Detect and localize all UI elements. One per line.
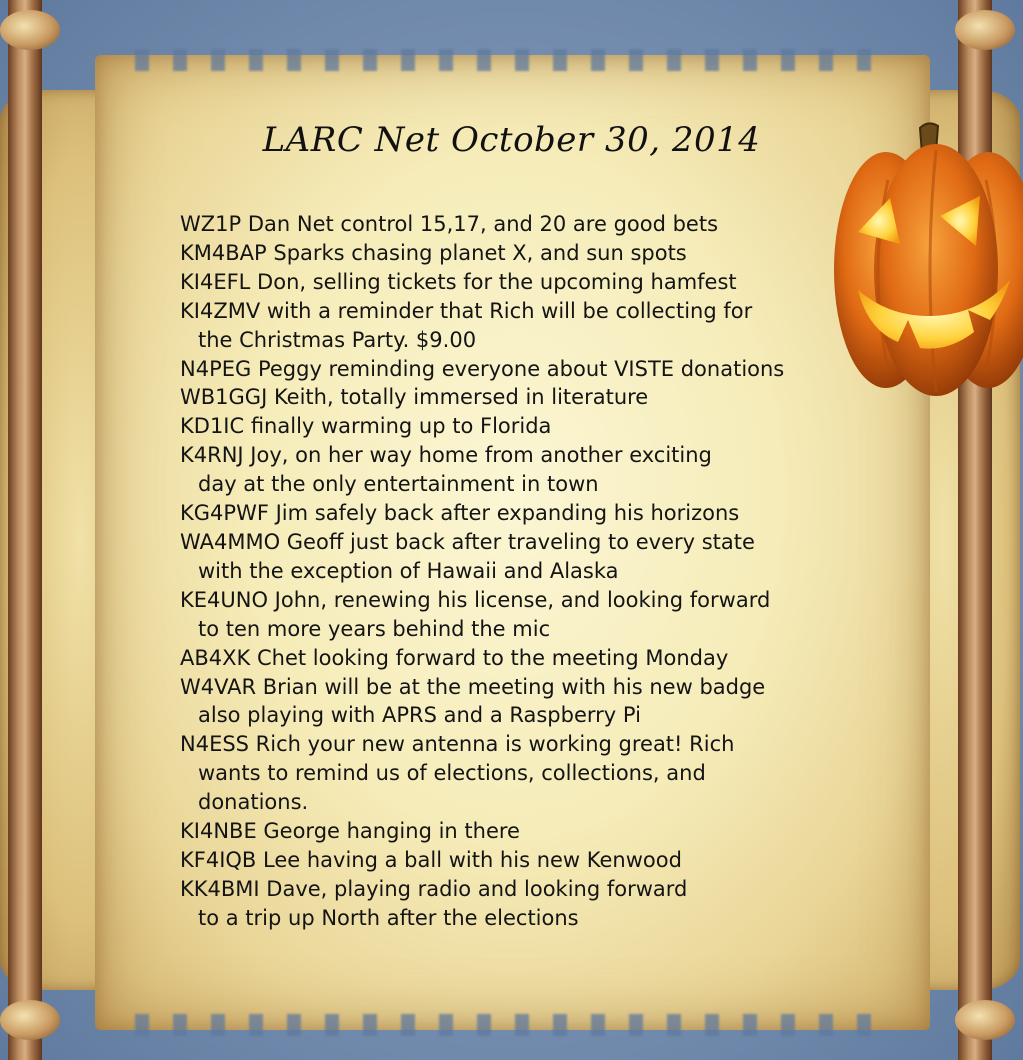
checkin-entry (180, 441, 900, 499)
right-rod-bottom-cap (955, 1000, 1015, 1040)
checkin-entry (180, 846, 900, 875)
checkin-continuation-line: donations. (198, 790, 309, 815)
checkin-entry (180, 644, 900, 673)
checkin-line: KD1IC finally warming up to Florida (180, 414, 552, 439)
checkin-line: WZ1P Dan Net control 15,17, and 20 are good bets (180, 212, 719, 236)
checkin-line: KM4BAP Sparks chasing planet X, and sun spots (180, 240, 687, 265)
left-rod-top-cap (0, 10, 60, 50)
left-rod-bottom-cap (0, 1000, 60, 1040)
checkin-entry (180, 412, 900, 441)
checkin-continuation-line: with the exception of Hawaii and Alaska (198, 558, 619, 583)
checkin-entry (180, 268, 900, 297)
checkin-line: KK4BMI Dave, playing radio and looking forward (180, 876, 688, 901)
checkin-continuation-line: wants to remind us of elections, collections, and (198, 761, 706, 786)
checkin-entry (180, 297, 900, 355)
checkin-line: N4PEG Peggy reminding everyone about VISTE donations (180, 356, 785, 381)
checkin-continuation-line: the Christmas Party. $9.00 (198, 327, 477, 352)
page-title: LARC Net October 30, 2014 (262, 120, 761, 160)
checkin-entry (180, 817, 900, 846)
checkin-entry (180, 239, 900, 268)
checkin-line: W4VAR Brian will be at the meeting with his new badge (180, 674, 766, 699)
checkin-continuation-line: to ten more years behind the mic (198, 616, 551, 641)
checkin-line: KF4IQB Lee having a ball with his new Kenwood (180, 847, 682, 872)
right-rod-top-cap (955, 10, 1015, 50)
checkin-entry (180, 586, 900, 644)
checkin-continuation-line: also playing with APRS and a Raspberry Pi (198, 703, 641, 728)
checkin-entry (180, 355, 900, 384)
checkin-entry (180, 499, 900, 528)
checkin-entry (180, 673, 900, 731)
checkin-continuation-line: day at the only entertainment in town (198, 472, 599, 497)
checkin-entry (180, 528, 900, 586)
checkin-line: N4ESS Rich your new antenna is working great! Rich (180, 732, 735, 757)
checkin-entry (180, 875, 900, 933)
checkin-line: KI4NBE George hanging in there (180, 819, 520, 844)
checkin-line: WA4MMO Geoff just back after traveling to every state (180, 529, 755, 554)
net-checkin-list (180, 210, 900, 933)
checkin-entry (180, 210, 900, 239)
checkin-line: KI4EFL Don, selling tickets for the upcoming hamfest (180, 269, 737, 294)
checkin-entry (180, 730, 900, 817)
checkin-line: WB1GGJ Keith, totally immersed in literature (180, 385, 649, 410)
checkin-continuation-line: to a trip up North after the elections (198, 905, 579, 930)
checkin-line: K4RNJ Joy, on her way home from another exciting (180, 443, 712, 468)
checkin-line: KI4ZMV with a reminder that Rich will be collecting for (180, 298, 753, 323)
checkin-line: KG4PWF Jim safely back after expanding his horizons (180, 501, 740, 526)
checkin-line: AB4XK Chet looking forward to the meeting Monday (180, 645, 729, 670)
checkin-entry (180, 383, 900, 412)
checkin-line: KE4UNO John, renewing his license, and looking forward (180, 587, 771, 612)
